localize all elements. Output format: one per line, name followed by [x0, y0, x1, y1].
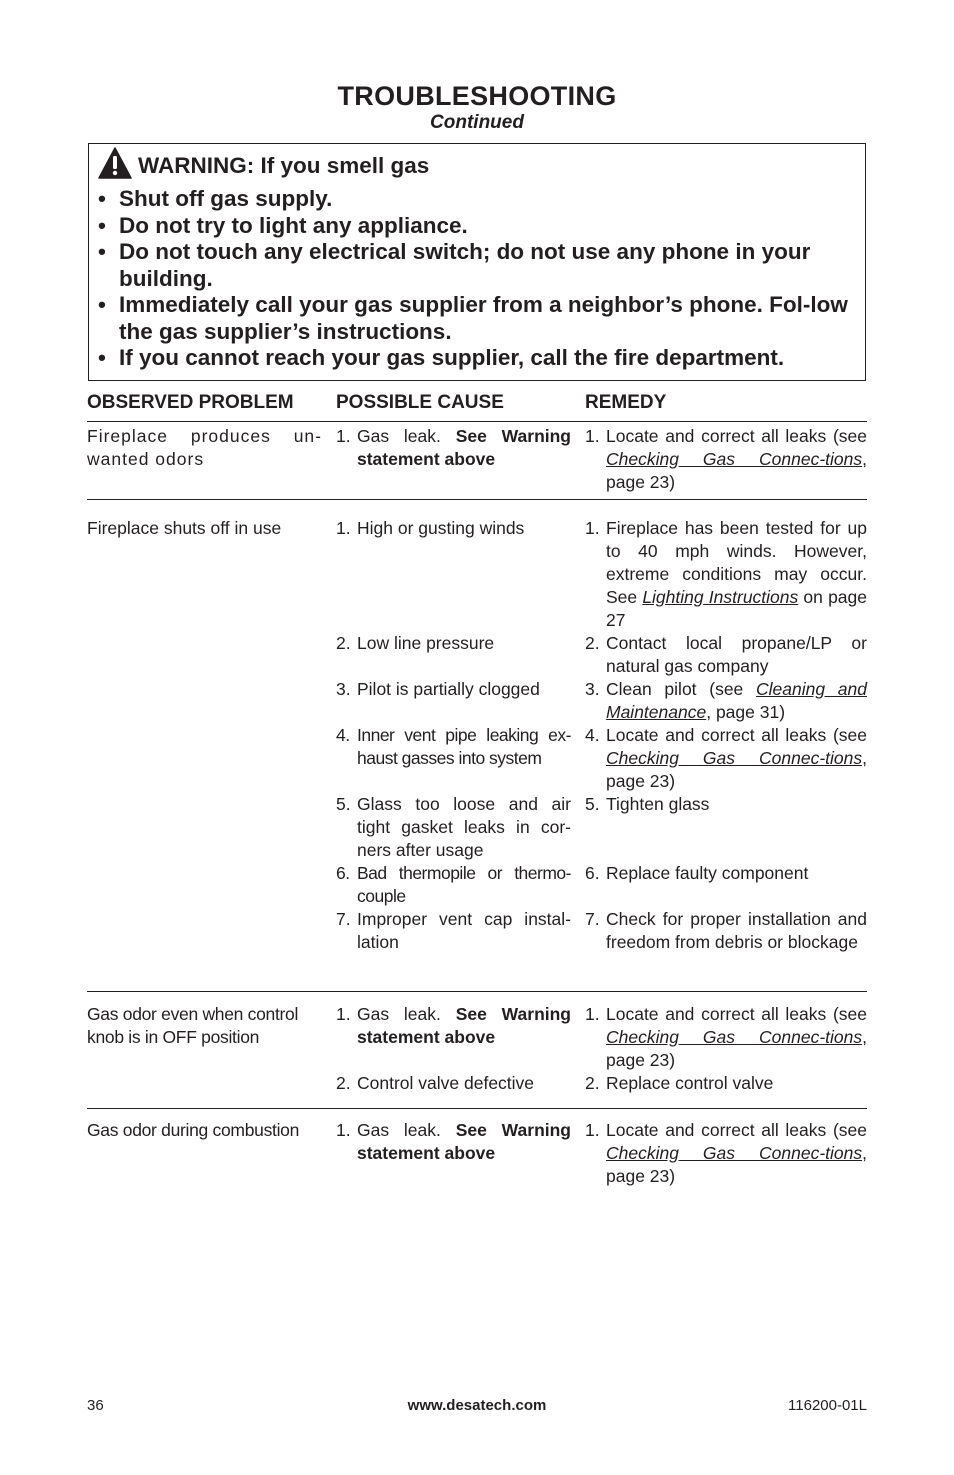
link-cleaning-and-maintenance[interactable]: Cleaning and Maintenance: [606, 679, 867, 722]
link-checking-gas-connections[interactable]: Checking Gas Connec-tions: [606, 449, 863, 469]
row-divider: [87, 499, 867, 500]
remedy-item: 2. Replace control valve: [585, 1073, 774, 1093]
problem-text: Fireplace shuts off in use: [87, 518, 282, 538]
remedy-list: [585, 1119, 867, 1188]
page-subtitle: Continued: [430, 112, 524, 133]
page-title: TROUBLESHOOTING: [337, 81, 617, 111]
warning-triangle-icon: [98, 147, 132, 179]
warning-item: • Shut off gas supply.: [98, 186, 860, 213]
remedy-item: 7. Check for proper installation and freedom from debris or blockage: [585, 909, 867, 952]
cause-item: 3. Pilot is partially clogged: [336, 679, 540, 699]
row-divider: [87, 1108, 867, 1109]
link-checking-gas-connections[interactable]: Checking Gas Connec-tions: [606, 1143, 863, 1163]
cause-list: [336, 1003, 571, 1095]
row-divider: [87, 991, 867, 992]
cause-list: [336, 517, 571, 954]
page-number: 36: [87, 1397, 104, 1414]
remedy-item: 1. Locate and correct all leaks (see Checking Gas Connec-tions, page 23): [585, 1120, 867, 1186]
problem-text: Fireplace produces un-wanted odors: [87, 426, 322, 469]
cause-item: 2. Control valve defective: [336, 1073, 535, 1093]
problem-text: Gas odor even when control knob is in OFF position: [87, 1004, 299, 1047]
remedy-item: 4. Locate and correct all leaks (see Checking Gas Connec-tions, page 23): [585, 725, 867, 791]
problem-text: Gas odor during combustion: [87, 1120, 300, 1140]
warning-item: • If you cannot reach your gas supplier, call the fire department.: [98, 345, 860, 372]
cause-item: 1. Gas leak. See Warning statement above: [336, 1120, 571, 1163]
column-header-remedy: REMEDY: [585, 392, 667, 413]
cause-item: 6. Bad thermopile or thermo-couple: [336, 863, 571, 906]
remedy-item: 2. Contact local propane/LP or natural gas company: [585, 633, 867, 676]
header-divider: [87, 421, 867, 422]
document-number: 116200-01L: [788, 1397, 867, 1414]
cause-list: [336, 1119, 571, 1165]
cause-item: 5. Glass too loose and air tight gasket leaks in cor-ners after usage: [336, 794, 571, 860]
column-header-observed-problem: OBSERVED PROBLEM: [87, 392, 294, 413]
warning-item: • Do not touch any electrical switch; do not use any phone in your building.: [98, 239, 860, 292]
website-link[interactable]: www.desatech.com: [407, 1397, 547, 1414]
warning-heading: [98, 150, 429, 182]
warning-item: • Do not try to light any appliance.: [98, 213, 860, 240]
cause-item: 1. Gas leak. See Warning statement above: [336, 1004, 571, 1047]
link-checking-gas-connections[interactable]: Checking Gas Connec-tions: [606, 748, 863, 768]
remedy-list: [585, 1003, 867, 1095]
warning-heading-text: WARNING: If you smell gas: [138, 153, 430, 178]
cause-list: [336, 425, 571, 471]
remedy-list: [585, 517, 867, 954]
remedy-list: [585, 425, 867, 494]
cause-item: 2. Low line pressure: [336, 633, 495, 653]
remedy-item: 5. Tighten glass: [585, 794, 710, 814]
link-checking-gas-connections[interactable]: Checking Gas Connec-tions: [606, 1027, 863, 1047]
remedy-item: 1. Locate and correct all leaks (see Checking Gas Connec-tions, page 23): [585, 426, 867, 492]
link-lighting-instructions[interactable]: Lighting Instructions: [642, 587, 799, 607]
remedy-item: 6. Replace faulty component: [585, 863, 809, 883]
warning-item: • Immediately call your gas supplier from a neighbor’s phone. Fol-low the gas supplier’s instructions.: [98, 292, 860, 345]
cause-item: 1. High or gusting winds: [336, 518, 525, 538]
remedy-item: 1. Locate and correct all leaks (see Checking Gas Connec-tions, page 23): [585, 1004, 867, 1070]
cause-item: 1. Gas leak. See Warning statement above: [336, 426, 571, 469]
remedy-item: 3. Clean pilot (see Cleaning and Maintenance, page 31): [585, 679, 867, 722]
column-header-possible-cause: POSSIBLE CAUSE: [336, 392, 504, 413]
cause-item: 4. Inner vent pipe leaking ex-haust gasses into system: [336, 725, 571, 768]
remedy-item: 1. Fireplace has been tested for up to 40 mph winds. However, extreme conditions may occur. See Lighting Instructions on page 27: [585, 518, 867, 630]
cause-item: 7. Improper vent cap instal-lation: [336, 909, 571, 952]
warning-list: [98, 186, 860, 372]
